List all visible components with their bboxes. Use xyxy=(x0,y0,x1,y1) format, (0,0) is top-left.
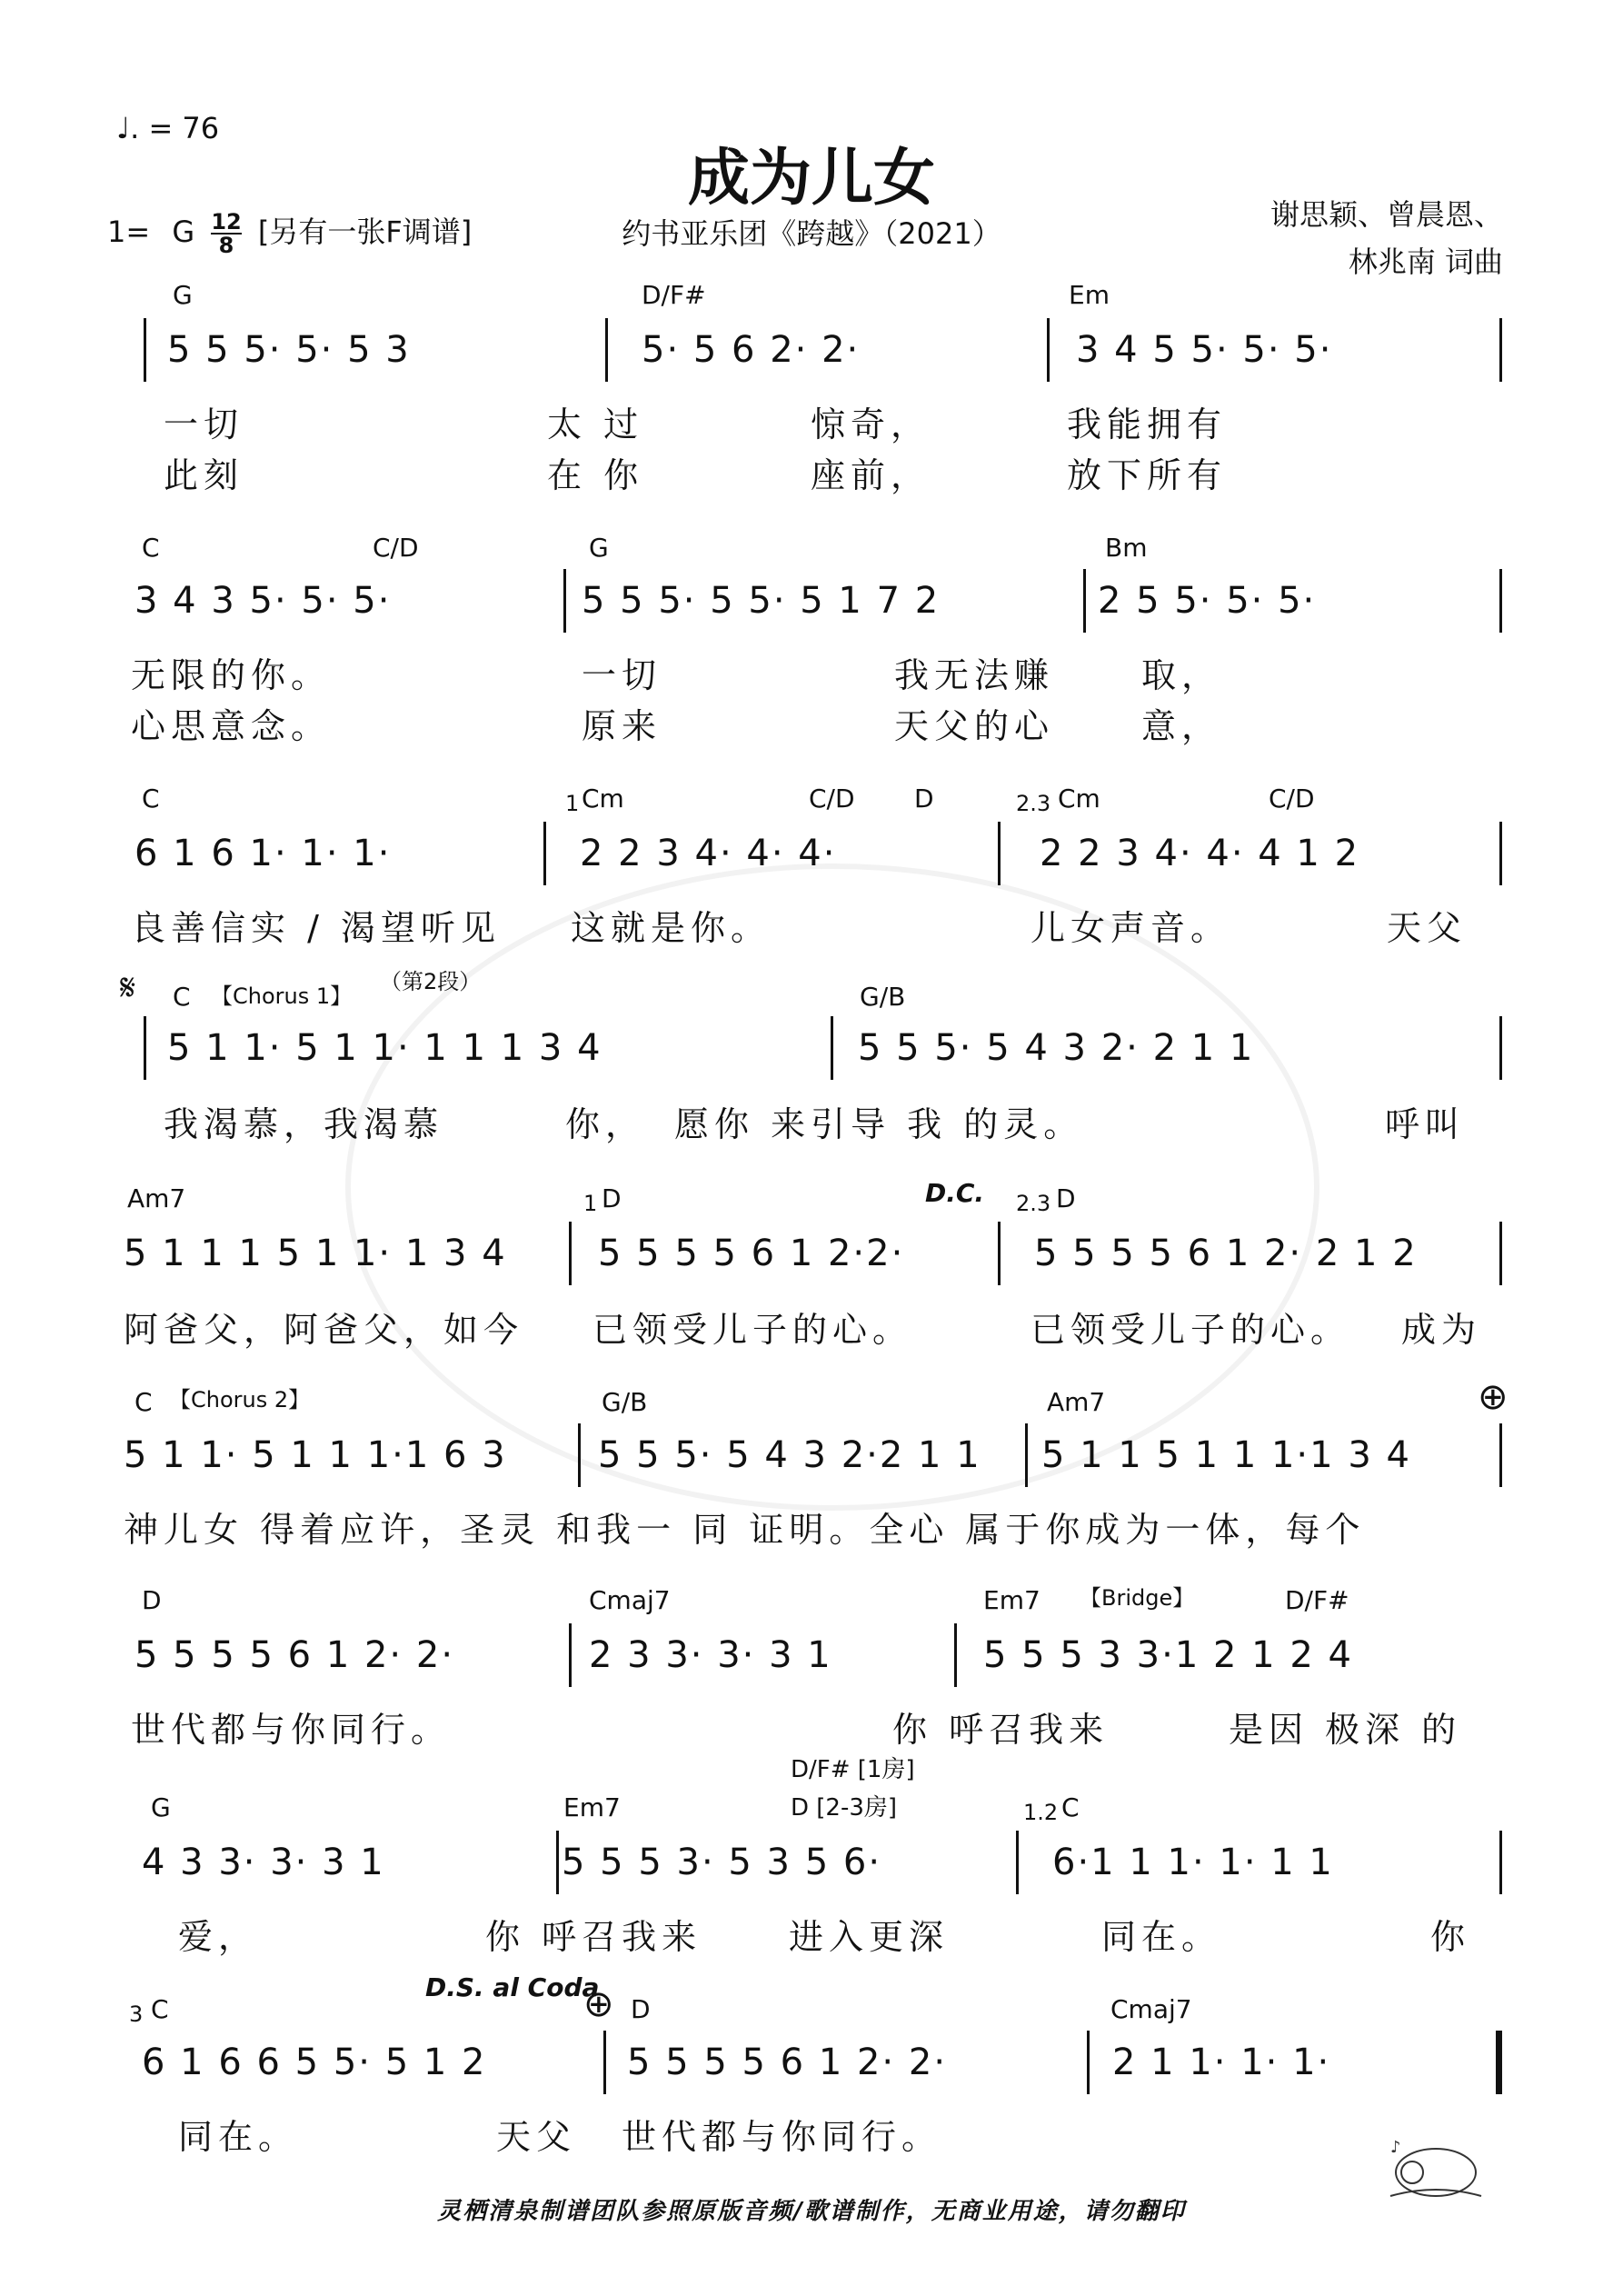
notes-measure: 6·1 1 1· 1· 1 1 xyxy=(1052,1842,1334,1883)
chord: D xyxy=(914,784,934,814)
section-label: 【Chorus 2】 xyxy=(169,1387,311,1413)
lyric: 愿你 来引导 我 的灵。 xyxy=(674,1104,1084,1144)
repeat-end-bar xyxy=(1499,1831,1502,1894)
chord: C/D xyxy=(1269,784,1315,814)
notes-measure: 5 1 1 5 1 1 1·1 3 4 xyxy=(1041,1434,1411,1476)
score-line-1 xyxy=(116,273,1507,495)
notes-measure: 6 1 6 6 5 5· 5 1 2 xyxy=(142,2041,487,2083)
chord: C xyxy=(142,784,160,814)
barline xyxy=(1499,1222,1502,1285)
lyric: 良善信实 / 渴望听见 xyxy=(131,908,501,948)
section-label: 【Chorus 1】 xyxy=(211,983,353,1009)
notes-measure: 2 3 3· 3· 3 1 xyxy=(589,1634,832,1676)
lyric: 天父 xyxy=(496,2117,577,2157)
barline xyxy=(578,1423,581,1487)
lyric: 意， xyxy=(1141,706,1222,746)
lyric: 是因 极深 的 xyxy=(1229,1710,1462,1750)
barline xyxy=(569,1222,572,1285)
chord: D/F# [1房] xyxy=(791,1756,915,1783)
notes-measure: 2 5 5· 5· 5· xyxy=(1098,580,1317,622)
chord: D xyxy=(1056,1183,1076,1213)
double-barline xyxy=(144,1016,146,1080)
lyric: 成为 xyxy=(1401,1310,1482,1350)
double-barline xyxy=(603,2031,606,2094)
notes-measure: 2 2 3 4· 4· 4· xyxy=(580,833,837,874)
chord: C/D xyxy=(373,533,419,563)
notes-measure: 5 5 5 5 6 1 2· 2 1 2 xyxy=(1034,1233,1418,1274)
chord: Am7 xyxy=(127,1183,186,1213)
barline xyxy=(605,318,608,382)
notes-measure: 5 1 1· 5 1 1 1·1 6 3 xyxy=(124,1434,507,1476)
chord: C/D xyxy=(809,784,855,814)
notes-measure: 5 5 5 5 6 1 2· 2· xyxy=(134,1634,455,1676)
notes-measure: 5 5 5 3 3·1 2 1 2 4 xyxy=(983,1634,1353,1676)
chord: D/F# xyxy=(642,280,706,310)
barline xyxy=(1083,569,1086,633)
score-line-6 xyxy=(116,1378,1507,1560)
volta-2: 2.3 xyxy=(1016,1191,1051,1216)
repeat-start-bar xyxy=(954,1623,957,1687)
volta-3: 3 xyxy=(129,2002,144,2027)
volta-2: 2.3 xyxy=(1016,791,1051,816)
lyric: 你 呼召我来 xyxy=(892,1710,1110,1750)
chord: C xyxy=(134,1387,153,1417)
lyric: 我无法赚 xyxy=(894,655,1055,695)
copyright-footer: 灵栖清泉制谱团队参照原版音频/歌谱制作，无商业用途，请勿翻印 xyxy=(437,2198,1186,2225)
chord: D/F# xyxy=(1285,1585,1349,1615)
section-label: 【Bridge】 xyxy=(1080,1585,1195,1611)
lyric: 呼叫 xyxy=(1385,1104,1466,1144)
barline xyxy=(1499,318,1502,382)
barline xyxy=(563,569,566,633)
chord: G/B xyxy=(602,1387,648,1417)
chord: D [2-3房] xyxy=(791,1794,898,1822)
notes-measure: 3 4 5 5· 5· 5· xyxy=(1076,329,1333,371)
lyric: 爱， xyxy=(178,1917,259,1957)
lyric: 世代都与你同行。 xyxy=(131,1710,452,1750)
lyric: 同在。 xyxy=(1101,1917,1222,1957)
coda-sign: ⊕ xyxy=(1478,1376,1508,1418)
lyric: 一切 xyxy=(582,655,662,695)
notes-measure: 6 1 6 1· 1· 1· xyxy=(134,833,392,874)
lyric: 神儿女 得着应许，圣灵 和我一 同 证明。全心 属于你成为一体，每个 xyxy=(124,1510,1366,1550)
time-top: 12 xyxy=(211,209,242,235)
score-line-9 xyxy=(116,1969,1507,2178)
song-title: 成为儿女 xyxy=(687,143,935,215)
notes-measure: 4 3 3· 3· 3 1 xyxy=(142,1842,385,1883)
chord: G xyxy=(151,1792,171,1822)
key-tonic: G xyxy=(172,215,195,249)
barline xyxy=(1047,318,1050,382)
lyric: 天父 xyxy=(1387,908,1468,948)
barline xyxy=(1499,822,1502,885)
tempo-mark: ♩. = 76 xyxy=(116,111,220,145)
composer-line2: 林兆南 词曲 xyxy=(1348,245,1503,279)
barline xyxy=(1087,2031,1090,2094)
barline xyxy=(556,1831,559,1894)
lyric: 无限的你。 xyxy=(131,655,332,695)
key-prefix: 1= xyxy=(107,215,151,249)
lyric: 你 呼召我来 xyxy=(485,1917,702,1957)
score-line-5 xyxy=(116,1178,1507,1360)
barline xyxy=(569,1623,572,1687)
time-bottom: 8 xyxy=(211,233,241,256)
chord: D xyxy=(602,1183,622,1213)
key-note: [另有一张F调谱] xyxy=(257,215,473,249)
album-subtitle: 约书亚乐团《跨越》（2021） xyxy=(622,216,1001,251)
segno-sign: 𝄋 xyxy=(120,967,136,1009)
svg-text:♪: ♪ xyxy=(1390,2138,1401,2157)
notes-measure: 5 5 5· 5· 5 3 xyxy=(167,329,411,371)
double-barline xyxy=(1499,1423,1502,1487)
final-barline xyxy=(1496,2031,1502,2094)
volta-1: 1 xyxy=(583,1191,598,1216)
lyric: 心思意念。 xyxy=(131,706,332,746)
notes-measure: 5 5 5· 5 5· 5 1 7 2 xyxy=(582,580,941,622)
chord: G xyxy=(589,533,609,563)
ds-al-coda-mark: D.S. al Coda xyxy=(425,1972,600,2002)
score-line-8 xyxy=(116,1745,1507,1972)
chord: Em xyxy=(1069,280,1110,310)
repeat-end-bar xyxy=(998,1222,1001,1285)
barline xyxy=(543,822,546,885)
chord: Cmaj7 xyxy=(589,1585,671,1615)
chord: D xyxy=(142,1585,162,1615)
verse-label: （第2段） xyxy=(380,969,482,994)
chord: C xyxy=(142,533,160,563)
volta-1-2: 1.2 xyxy=(1023,1800,1059,1825)
lyric: 儿女声音。 xyxy=(1031,908,1231,948)
chord: Cmaj7 xyxy=(1110,1994,1192,2024)
barline xyxy=(1016,1831,1019,1894)
chord: C xyxy=(151,1994,169,2024)
notes-measure: 5 5 5 3· 5 3 5 6· xyxy=(562,1842,882,1883)
lyric: 我能拥有 xyxy=(1067,404,1228,444)
score-line-2 xyxy=(116,524,1507,746)
notes-measure: 5 1 1· 5 1 1· 1 1 1 3 4 xyxy=(167,1027,602,1069)
barline xyxy=(1025,1423,1028,1487)
lyric: 此刻 xyxy=(164,455,244,495)
lyric: 放下所有 xyxy=(1067,455,1228,495)
repeat-start-bar xyxy=(144,318,146,382)
barline xyxy=(1499,569,1502,633)
lyric: 取， xyxy=(1141,655,1222,695)
composer-credit xyxy=(1270,191,1503,285)
lyric: 在 你 xyxy=(547,455,644,495)
notes-measure: 5 5 5· 5 4 3 2· 2 1 1 xyxy=(858,1027,1255,1069)
score-line-4 xyxy=(116,963,1507,1154)
lyric: 这就是你。 xyxy=(571,908,772,948)
chord: Bm xyxy=(1105,533,1148,563)
lyric: 阿爸父，阿爸父，如今 xyxy=(124,1310,524,1350)
lyric: 已领受儿子的心。 xyxy=(592,1310,913,1350)
chord: Em7 xyxy=(563,1792,621,1822)
notes-measure: 5· 5 6 2· 2· xyxy=(642,329,861,371)
dc-mark: D.C. xyxy=(925,1178,985,1208)
volta-1: 1 xyxy=(565,791,580,816)
lyric: 我渴慕，我渴慕 xyxy=(164,1104,444,1144)
lyric: 一切 xyxy=(164,404,244,444)
notes-measure: 2 1 1· 1· 1· xyxy=(1112,2041,1331,2083)
notes-measure: 5 1 1 1 5 1 1· 1 3 4 xyxy=(124,1233,507,1274)
chord: Cm xyxy=(1058,784,1100,814)
lyric: 已领受儿子的心。 xyxy=(1031,1310,1351,1350)
lyric: 原来 xyxy=(582,706,662,746)
coda-sign: ⊕ xyxy=(583,1983,614,2025)
chord: Cm xyxy=(582,784,624,814)
lyric: 天父的心 xyxy=(894,706,1055,746)
lyric: 你， xyxy=(565,1104,646,1144)
chord: C xyxy=(1061,1792,1080,1822)
barline xyxy=(831,1016,833,1080)
lyric: 太 过 xyxy=(547,404,644,444)
lyric: 座前， xyxy=(811,455,931,495)
notes-measure: 3 4 3 5· 5· 5· xyxy=(134,580,392,622)
lyric: 世代都与你同行。 xyxy=(622,2117,942,2157)
chord: Em7 xyxy=(983,1585,1041,1615)
notes-measure: 2 2 3 4· 4· 4 1 2 xyxy=(1040,833,1360,874)
chord: G/B xyxy=(860,982,906,1012)
chord: G xyxy=(173,280,193,310)
lyric: 同在。 xyxy=(178,2117,299,2157)
repeat-end-bar xyxy=(998,822,1001,885)
lyric: 你 xyxy=(1430,1917,1471,1957)
chord: C xyxy=(173,982,191,1012)
sheep-logo xyxy=(1381,2132,1490,2205)
lyric: 进入更深 xyxy=(789,1917,950,1957)
barline xyxy=(1499,1016,1502,1080)
score-line-3 xyxy=(116,776,1507,958)
notes-measure: 5 5 5 5 6 1 2·2· xyxy=(598,1233,905,1274)
notes-measure: 5 5 5· 5 4 3 2·2 1 1 xyxy=(598,1434,981,1476)
score-line-7 xyxy=(116,1578,1507,1760)
composer-line1: 谢思颖、曾晨恩、 xyxy=(1270,197,1503,232)
notes-measure: 5 5 5 5 6 1 2· 2· xyxy=(627,2041,948,2083)
chord: Am7 xyxy=(1047,1387,1106,1417)
lyric: 惊奇， xyxy=(811,404,931,444)
chord: D xyxy=(631,1994,651,2024)
